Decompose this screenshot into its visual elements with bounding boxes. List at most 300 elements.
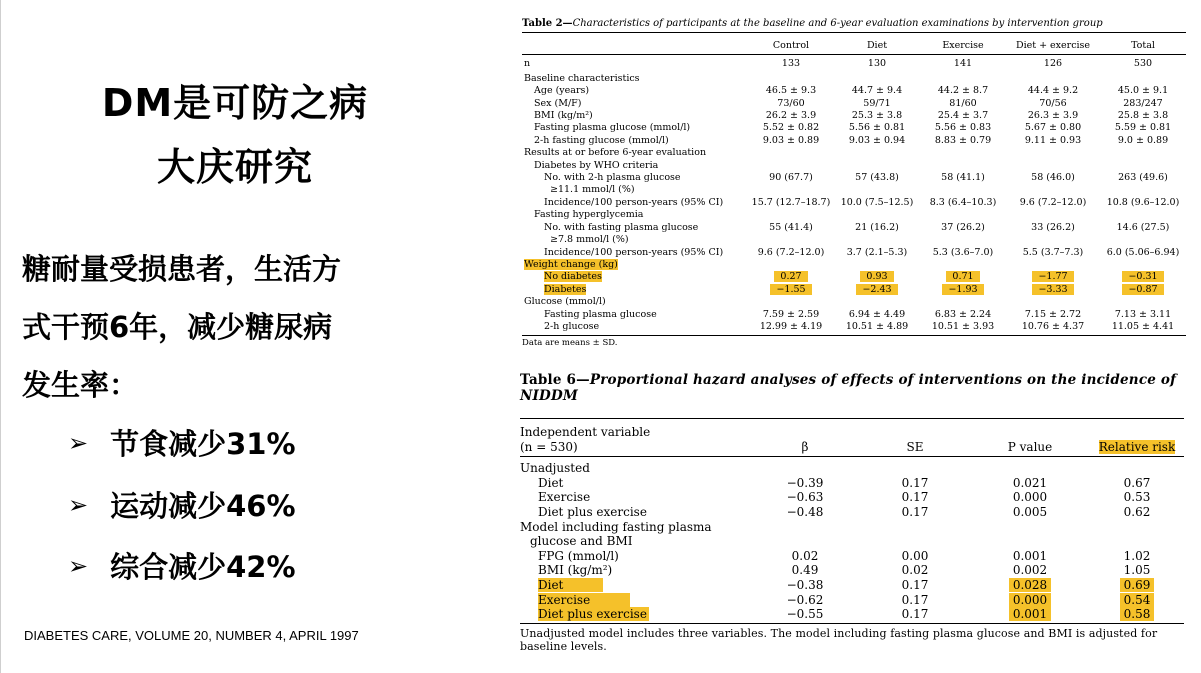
table6-cell: [750, 457, 860, 476]
table2-cell-value: 37 (26.2): [941, 221, 985, 233]
table6: [520, 418, 1184, 624]
table2-cell: [834, 55, 920, 73]
table2-cell-value: 133: [781, 58, 801, 70]
intro-line: 发生率：: [22, 368, 139, 402]
table2-cell: [1006, 271, 1100, 283]
table2-cell: [834, 147, 920, 159]
table2-row: [522, 259, 1186, 271]
table6-cell: [970, 549, 1090, 564]
table6-row: [520, 490, 1184, 505]
table2-cell-value: 10.0 (7.5–12.5): [840, 196, 914, 208]
table2-row-label: [522, 160, 748, 172]
arrow-bullet-icon: ➢: [68, 428, 89, 457]
table2-cell: [1006, 209, 1100, 221]
table2-cell: [1006, 247, 1100, 259]
table6-header-rr-label: Relative risk: [1098, 439, 1176, 454]
table2-cell: [1006, 55, 1100, 73]
bullet-combined: [68, 545, 296, 586]
table6-cell: [1090, 520, 1184, 535]
table2-cell: [920, 296, 1006, 308]
table2-cell: [920, 309, 1006, 321]
table2-row-label: [522, 284, 748, 296]
table2-cell: [748, 55, 834, 73]
table6-cell-value: 0.021: [1012, 475, 1048, 490]
table2-cell: [1100, 73, 1186, 85]
table2-cell: [1006, 147, 1100, 159]
table2-cell: [834, 222, 920, 234]
table2-row-label-text: Incidence/100 person-years (95% CI): [544, 196, 724, 208]
table2-cell-value: 70/56: [1039, 97, 1067, 109]
table6-cell: [1090, 505, 1184, 520]
table6-cell-value: 0.001: [1012, 548, 1048, 563]
table6-cell: [860, 505, 970, 520]
table6-row-label: [520, 490, 750, 505]
table2-row-label: [522, 309, 748, 321]
table2-cell: [1100, 160, 1186, 172]
table2-row: [522, 73, 1186, 85]
table2-cell: [1006, 98, 1100, 110]
table2-cell: [748, 98, 834, 110]
table2-cell-value: 5.5 (3.7–7.3): [1022, 246, 1084, 258]
table2-cell: [834, 98, 920, 110]
table2-cell: [920, 184, 1006, 196]
table2-cell-value: 6.0 (5.06–6.94): [1106, 246, 1180, 258]
table2-cell: [834, 309, 920, 321]
table2-caption-text: Characteristics of participants at the baseline and 6-year evaluation examinations by intervention group: [572, 18, 1103, 29]
table6-row-label: [520, 563, 750, 578]
table2-row-label-text: n: [524, 58, 531, 70]
table2-cell: [1006, 73, 1100, 85]
table6-cell: [970, 490, 1090, 505]
table2-cell: [1100, 55, 1186, 73]
table2-row-label: [522, 55, 748, 73]
table6-row: [520, 476, 1184, 491]
table2-row-label-text: Age (years): [534, 85, 590, 97]
table6-row-label-text: glucose and BMI: [530, 534, 633, 549]
table6-row-label-text: Diet plus exercise: [538, 607, 647, 622]
table2-cell: [920, 172, 1006, 184]
table2-header-cell: [522, 33, 748, 55]
table6-cell: [970, 578, 1090, 593]
citation: DIABETES CARE, VOLUME 20, NUMBER 4, APRIL 1997: [24, 628, 359, 643]
table2-cell: [1100, 271, 1186, 283]
table6-row: [520, 549, 1184, 564]
bullet-text: 综合减少42%: [110, 550, 296, 584]
table2-row-label-text: ≥7.8 mmol/l (%): [550, 234, 629, 246]
table2-row-label-text: Fasting plasma glucose: [544, 308, 657, 320]
table2-row-label-text: 2-h fasting glucose (mmol/l): [534, 134, 669, 146]
table6-row: [520, 534, 1184, 549]
table6-row-label: [520, 607, 750, 623]
table2-cell: [1006, 85, 1100, 97]
table2-row-label-text: Incidence/100 person-years (95% CI): [544, 246, 724, 258]
table2-row: [522, 172, 1186, 184]
table6-cell: [860, 578, 970, 593]
table6-cell-value: 0.028: [1009, 578, 1051, 592]
table6-cell-value: 0.69: [1120, 578, 1155, 592]
table2-cell: [920, 247, 1006, 259]
table2-cell-value: 5.52 ± 0.82: [762, 122, 820, 134]
table2-cell: [834, 135, 920, 147]
table2-cell: [920, 222, 1006, 234]
table2-cell-value: −0.87: [1122, 284, 1163, 295]
table6-cell: [1090, 578, 1184, 593]
table2-cell: [748, 284, 834, 296]
table6-cell-value: −0.48: [786, 504, 824, 519]
table2-cell-value: 7.15 ± 2.72: [1024, 308, 1082, 320]
arrow-bullet-icon: ➢: [68, 490, 89, 519]
table2-cell-value: 8.3 (6.4–10.3): [929, 196, 997, 208]
table2-cell-value: 0.93: [860, 271, 893, 282]
table6-cell: [1090, 457, 1184, 476]
table2-header-row: [522, 33, 1186, 55]
table6-caption-text: Proportional hazard analyses of effects of interventions on the incidence of NIDDM: [520, 372, 1177, 404]
table6-cell: [1090, 490, 1184, 505]
table2-cell: [920, 110, 1006, 122]
table2-row-label-text: No diabetes: [544, 271, 602, 283]
table2-cell: [1100, 184, 1186, 196]
table2-cell: [748, 85, 834, 97]
table2-cell: [1100, 197, 1186, 209]
table2-cell-value: 0.27: [774, 271, 807, 282]
table2-cell-value: 141: [953, 58, 973, 70]
table2-cell: [748, 147, 834, 159]
table6-cell: [1090, 563, 1184, 578]
table6-cell-value: −0.55: [786, 607, 824, 622]
table6-row-label: [520, 578, 750, 593]
table2-cell: [920, 160, 1006, 172]
table2-caption-label: Table 2—: [522, 18, 573, 29]
table2-cell: [748, 135, 834, 147]
table2-row: [522, 184, 1186, 196]
table2-cell: [920, 135, 1006, 147]
table2-cell: [920, 209, 1006, 221]
table2-cell: [834, 247, 920, 259]
table2-cell-value: 10.51 ± 4.89: [845, 320, 909, 332]
table6-cell: [970, 476, 1090, 491]
table2-cell: [920, 284, 1006, 296]
table2-row-label-text: 2-h glucose: [544, 320, 600, 332]
table2-row: [522, 55, 1186, 73]
table2-row: [522, 296, 1186, 308]
table2-figure: [522, 18, 1186, 348]
table6-cell: [970, 505, 1090, 520]
table2-cell-value: 33 (26.2): [1031, 221, 1075, 233]
table2-cell-value: 44.4 ± 9.2: [1027, 85, 1079, 97]
table2-cell: [1100, 234, 1186, 246]
table2-cell: [748, 209, 834, 221]
table2-cell: [1100, 135, 1186, 147]
table2-cell: [1100, 85, 1186, 97]
table2-cell: [1100, 296, 1186, 308]
table2: [522, 32, 1186, 336]
table6-row-label: [520, 457, 750, 476]
table6-header-se: SE: [860, 419, 970, 457]
table6-cell: [750, 549, 860, 564]
table2-cell: [834, 321, 920, 336]
table6-row-label: [520, 593, 750, 608]
table2-cell-value: 55 (41.4): [769, 221, 813, 233]
table2-cell: [1006, 222, 1100, 234]
table2-cell: [1100, 209, 1186, 221]
table2-cell: [1006, 259, 1100, 271]
table6-cell-value: 0.54: [1120, 593, 1155, 607]
table2-cell-value: 15.7 (12.7–18.7): [751, 196, 831, 208]
table2-row-label: [522, 135, 748, 147]
table6-row-label: [520, 534, 750, 549]
bullet-text: 运动减少46%: [110, 489, 296, 523]
table6-cell: [750, 534, 860, 549]
table6-cell-value: 0.17: [901, 490, 929, 505]
table2-cell: [1100, 284, 1186, 296]
table6-cell-value: 0.49: [791, 563, 819, 578]
table2-cell: [1006, 135, 1100, 147]
table6-row: [520, 593, 1184, 608]
table2-cell-value: 9.6 (7.2–12.0): [757, 246, 825, 258]
table2-cell: [920, 259, 1006, 271]
table2-cell-value: 10.51 ± 3.93: [931, 320, 995, 332]
table2-cell-value: −2.43: [856, 284, 897, 295]
table6-cell-value: 0.005: [1012, 504, 1048, 519]
table6-figure: [520, 372, 1184, 653]
table2-cell-value: 7.13 ± 3.11: [1114, 308, 1172, 320]
table2-cell-value: 57 (43.8): [855, 172, 899, 184]
table6-cell: [860, 549, 970, 564]
table2-cell: [920, 122, 1006, 134]
table6-cell-value: 0.17: [901, 504, 929, 519]
table2-cell: [748, 110, 834, 122]
table2-row-label-text: Sex (M/F): [534, 97, 582, 109]
table2-cell-value: 3.7 (2.1–5.3): [846, 246, 908, 258]
table2-cell-value: 5.3 (3.6–7.0): [932, 246, 994, 258]
table2-cell: [1100, 259, 1186, 271]
table6-row-label-text: Model including fasting plasma: [520, 519, 712, 534]
table6-cell: [970, 593, 1090, 608]
table6-cell-value: −0.39: [786, 475, 824, 490]
table2-cell: [1100, 247, 1186, 259]
table2-cell-value: 58 (46.0): [1031, 172, 1075, 184]
table6-cell-value: 0.17: [901, 607, 929, 622]
table2-row: [522, 284, 1186, 296]
table2-row: [522, 135, 1186, 147]
table2-cell: [920, 55, 1006, 73]
table2-cell-value: 45.0 ± 9.1: [1117, 85, 1169, 97]
table2-row: [522, 147, 1186, 159]
table2-cell: [834, 122, 920, 134]
table2-cell: [1006, 309, 1100, 321]
table2-row: [522, 160, 1186, 172]
table2-row-label-text: Glucose (mmol/l): [524, 296, 606, 308]
table6-cell: [970, 607, 1090, 623]
table2-row-label: [522, 110, 748, 122]
table2-row: [522, 98, 1186, 110]
table2-cell: [1100, 110, 1186, 122]
table2-row-label-text: Baseline characteristics: [524, 72, 640, 84]
table2-cell: [748, 234, 834, 246]
slide-title-line1: DM是可防之病: [101, 81, 369, 125]
table2-cell: [748, 184, 834, 196]
table2-cell-value: 25.8 ± 3.8: [1117, 110, 1169, 122]
table6-cell: [1090, 534, 1184, 549]
table6-cell: [860, 563, 970, 578]
table6-row: [520, 457, 1184, 476]
table2-cell-value: 9.03 ± 0.89: [762, 134, 820, 146]
table2-row-label-text: Fasting plasma glucose (mmol/l): [534, 122, 691, 134]
table2-cell: [920, 85, 1006, 97]
table2-cell-value: 5.67 ± 0.80: [1024, 122, 1082, 134]
table2-cell: [1100, 147, 1186, 159]
table6-cell-value: 0.58: [1120, 607, 1155, 621]
table6-cell: [970, 534, 1090, 549]
table2-header-cell: Control: [748, 33, 834, 55]
table2-cell-value: 26.3 ± 3.9: [1027, 110, 1079, 122]
table2-cell: [1100, 321, 1186, 336]
table6-row-label-text: Diet plus exercise: [538, 504, 647, 519]
table2-caption: [522, 18, 1186, 29]
table2-cell: [1100, 172, 1186, 184]
table6-row-label: [520, 476, 750, 491]
table2-row-label: [522, 98, 748, 110]
table2-cell: [834, 234, 920, 246]
table2-cell-value: 90 (67.7): [769, 172, 813, 184]
table6-footnote: Unadjusted model includes three variables. The model including fasting plasma glucose and BMI is adjusted for baseline levels.: [520, 626, 1158, 653]
table2-cell: [920, 321, 1006, 336]
table6-row: [520, 563, 1184, 578]
table2-cell-value: 11.05 ± 4.41: [1111, 320, 1175, 332]
table6-cell-value: 0.001: [1009, 607, 1051, 621]
table2-cell-value: 59/71: [863, 97, 891, 109]
table2-row-label: [522, 73, 748, 85]
table2-cell-value: 46.5 ± 9.3: [765, 85, 817, 97]
table2-cell: [748, 160, 834, 172]
table6-cell-value: 0.17: [901, 577, 929, 592]
table2-header-cell: Total: [1100, 33, 1186, 55]
table2-row-label: [522, 321, 748, 336]
table2-row: [522, 197, 1186, 209]
table6-row-label-text: FPG (mmol/l): [538, 548, 619, 563]
table6-cell: [860, 490, 970, 505]
table2-cell-value: 0.71: [946, 271, 979, 282]
intro-line: 糖耐量受损患者，生活方: [22, 252, 342, 286]
table2-cell: [1006, 184, 1100, 196]
table2-row-label: [522, 234, 748, 246]
table2-cell-value: −3.33: [1032, 284, 1073, 295]
table2-row: [522, 234, 1186, 246]
table6-row-label-text: Exercise: [538, 593, 630, 607]
table2-cell: [834, 160, 920, 172]
table2-row-label: [522, 222, 748, 234]
table2-cell: [748, 172, 834, 184]
table2-row: [522, 271, 1186, 283]
table6-row-label-text: BMI (kg/m²): [538, 563, 613, 578]
table6-cell-value: 0.000: [1009, 593, 1051, 607]
table2-cell-value: 14.6 (27.5): [1116, 221, 1170, 233]
bullet-diet: [68, 422, 296, 463]
table2-cell: [920, 197, 1006, 209]
table2-cell-value: 9.6 (7.2–12.0): [1019, 196, 1087, 208]
table2-row: [522, 309, 1186, 321]
table2-cell-value: 5.59 ± 0.81: [1114, 122, 1172, 134]
table2-cell: [748, 321, 834, 336]
table6-caption-label: Table 6—: [520, 372, 590, 388]
table2-cell-value: 81/60: [949, 97, 977, 109]
table6-header-variable-line1: Independent variable: [520, 425, 651, 439]
table2-cell-value: −0.31: [1122, 271, 1163, 282]
table2-row: [522, 321, 1186, 336]
table2-row-label-text: ≥11.1 mmol/l (%): [550, 184, 635, 196]
table2-cell: [748, 309, 834, 321]
table2-row-label: [522, 147, 748, 159]
table2-header-cell: Diet + exercise: [1006, 33, 1100, 55]
arrow-bullet-icon: ➢: [68, 551, 89, 580]
table6-cell: [860, 607, 970, 623]
table2-cell: [1100, 309, 1186, 321]
table2-row-label-text: Weight change (kg): [524, 258, 618, 270]
table6-cell: [750, 520, 860, 535]
table6-cell-value: −0.38: [786, 577, 824, 592]
table2-row-label: [522, 85, 748, 97]
table6-row-label-text: Diet: [538, 578, 603, 592]
table2-cell-value: 6.83 ± 2.24: [934, 308, 992, 320]
table2-row-label: [522, 172, 748, 184]
table6-cell: [1090, 549, 1184, 564]
table2-cell: [748, 259, 834, 271]
table2-cell-value: 130: [867, 58, 887, 70]
table2-cell-value: −1.93: [942, 284, 983, 295]
table6-cell-value: −0.63: [786, 490, 824, 505]
table6-cell: [1090, 593, 1184, 608]
table6-cell: [860, 476, 970, 491]
table6-header-row: [520, 419, 1184, 457]
table2-cell: [1006, 160, 1100, 172]
table2-cell: [834, 73, 920, 85]
table2-cell: [834, 271, 920, 283]
slide-title-line2: 大庆研究: [156, 145, 313, 189]
table2-cell-value: 44.7 ± 9.4: [851, 85, 903, 97]
table2-row-label-text: Results at or before 6-year evaluation: [524, 147, 707, 159]
table2-cell: [748, 271, 834, 283]
table6-cell: [1090, 476, 1184, 491]
table6-cell-value: 0.17: [901, 592, 929, 607]
table2-cell: [834, 296, 920, 308]
table2-cell-value: 21 (16.2): [855, 221, 899, 233]
bullet-exercise: [68, 484, 296, 525]
table6-header-variable-line2: (n = 530): [520, 439, 578, 454]
table2-cell-value: 263 (49.6): [1118, 172, 1168, 184]
table6-cell: [750, 578, 860, 593]
intro-line: 式干预6年，减少糖尿病: [22, 310, 333, 344]
table2-row-label-text: Diabetes by WHO criteria: [534, 159, 659, 171]
table2-cell-value: 7.59 ± 2.59: [762, 308, 820, 320]
table6-row: [520, 505, 1184, 520]
table2-cell: [748, 296, 834, 308]
table6-cell-value: 1.02: [1123, 548, 1151, 563]
table2-cell-value: 9.11 ± 0.93: [1024, 134, 1082, 146]
table6-row: [520, 578, 1184, 593]
table2-cell: [920, 271, 1006, 283]
table2-row-label: [522, 122, 748, 134]
bullet-text: 节食减少31%: [110, 427, 296, 461]
table2-cell-value: 283/247: [1123, 97, 1163, 109]
table6-row-label: [520, 549, 750, 564]
table6-row: [520, 607, 1184, 623]
table6-row: [520, 520, 1184, 535]
table2-cell: [920, 234, 1006, 246]
table2-cell: [1006, 234, 1100, 246]
table6-cell: [860, 457, 970, 476]
table2-cell: [748, 247, 834, 259]
table6-row-label-text: Unadjusted: [520, 461, 590, 476]
